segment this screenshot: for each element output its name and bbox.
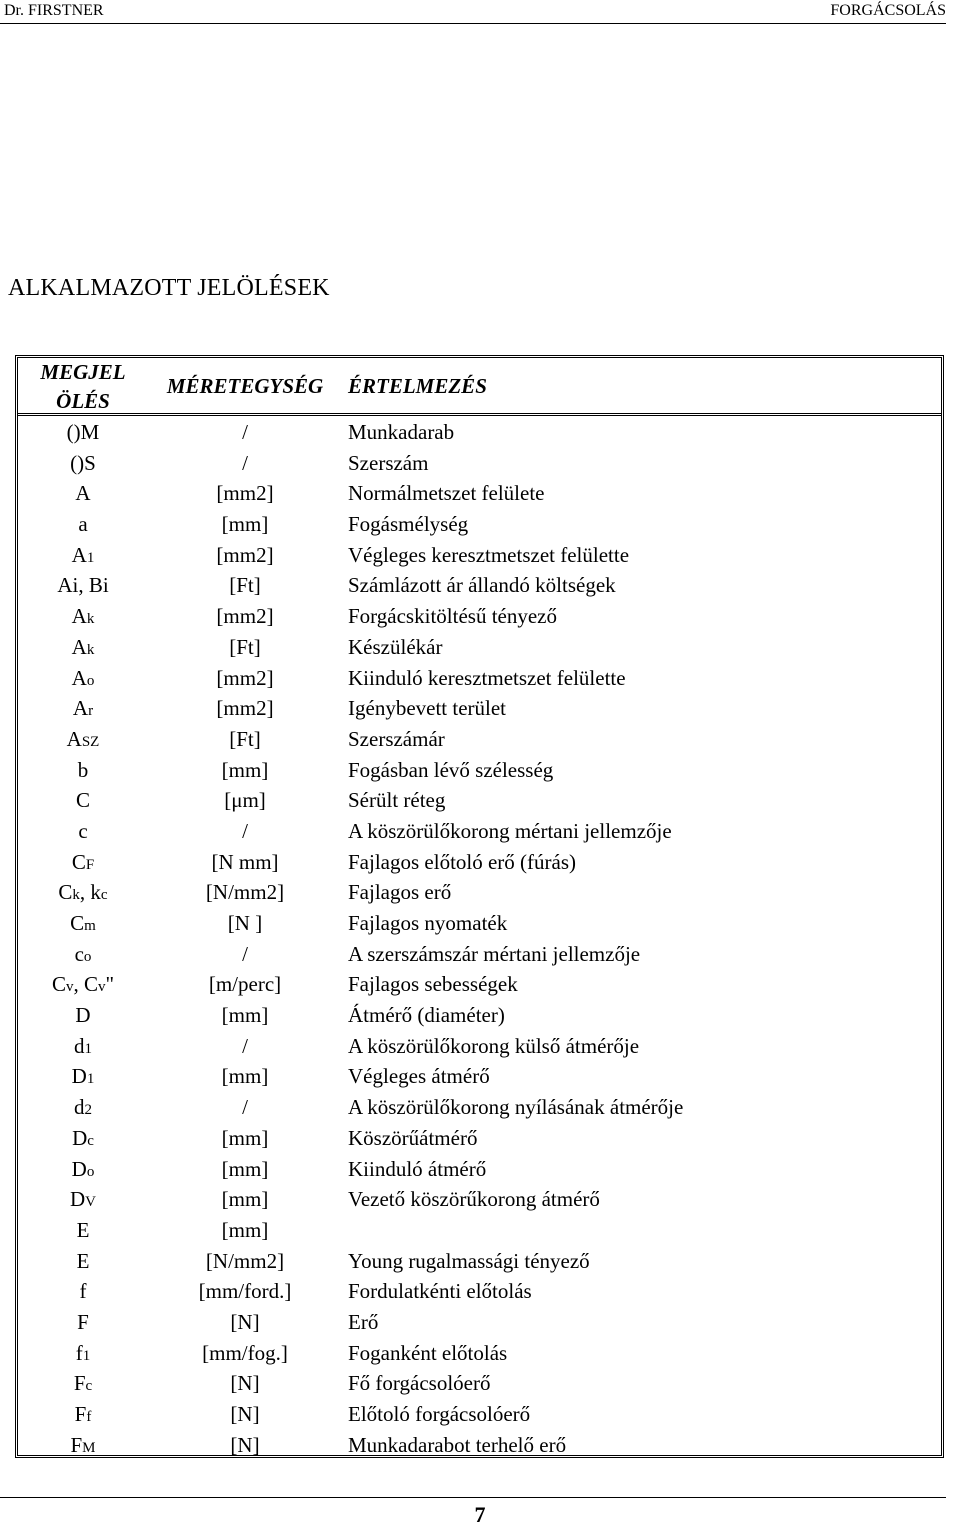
meaning-cell: Foganként előtolás xyxy=(348,1340,508,1365)
unit-cell: / xyxy=(242,450,248,475)
symbol-cell xyxy=(22,632,144,665)
table-row xyxy=(18,478,941,509)
symbol-cell xyxy=(22,1123,144,1156)
table-row xyxy=(18,1184,941,1215)
unit-cell: [Ft] xyxy=(229,726,261,751)
meaning-cell: A köszörülőkorong mértani jellemzője xyxy=(348,818,672,843)
symbol-text: A xyxy=(71,634,87,659)
symbol-subscript: f xyxy=(86,1409,92,1425)
unit-cell: [N ] xyxy=(227,911,263,935)
symbol-text: A xyxy=(72,696,89,721)
symbol-text: Ai, Bi xyxy=(57,573,109,598)
table-row xyxy=(18,816,941,847)
meaning-cell: Fogásban lévő szélesség xyxy=(348,757,554,782)
symbol-text: d xyxy=(74,1033,85,1058)
symbol-cell xyxy=(22,1276,144,1306)
symbol-subscript: 1 xyxy=(86,549,95,566)
table-row xyxy=(18,693,941,724)
table-row xyxy=(18,1276,941,1307)
meaning-cell: Előtoló forgácsolóerő xyxy=(348,1402,531,1426)
symbol-cell xyxy=(22,570,144,600)
symbol-cell xyxy=(22,908,144,941)
meaning-cell: A köszörülőkorong nyílásának átmérője xyxy=(348,1095,684,1120)
symbol-cell xyxy=(22,785,144,815)
symbol-subscript: c xyxy=(100,887,108,904)
symbol-text: c xyxy=(78,818,88,843)
unit-cell: [Ft] xyxy=(229,573,261,598)
symbol-cell xyxy=(22,1338,144,1371)
symbol-text: ()M xyxy=(66,420,100,444)
table-row xyxy=(18,509,941,540)
table-row xyxy=(18,1154,941,1185)
table-row xyxy=(18,1399,941,1430)
table-row xyxy=(18,1092,941,1123)
table-row xyxy=(18,1307,941,1338)
meaning-cell: Köszörűátmérő xyxy=(348,1125,478,1150)
symbol-text: ()S xyxy=(70,450,96,475)
symbol-subscript: o xyxy=(86,672,95,689)
meaning-cell: Munkadarab xyxy=(348,420,455,444)
unit-cell: / xyxy=(242,941,248,966)
symbol-subscript: k xyxy=(72,887,80,904)
meaning-cell: Fordulatkénti előtolás xyxy=(348,1279,532,1304)
unit-cell: [mm] xyxy=(221,757,269,782)
symbol-cell xyxy=(22,1399,144,1432)
unit-cell: [mm/ford.] xyxy=(198,1279,292,1304)
symbol-cell xyxy=(22,1246,144,1276)
symbol-subscript: r xyxy=(88,703,94,720)
unit-cell: [m/perc] xyxy=(208,972,282,997)
table-body xyxy=(18,417,941,1460)
table-row xyxy=(18,755,941,786)
unit-cell: [mm2] xyxy=(216,696,274,721)
symbol-cell xyxy=(22,417,144,447)
meaning-cell: A köszörülőkorong külső átmérője xyxy=(348,1033,640,1058)
symbol-text: " xyxy=(105,972,115,997)
unit-cell: / xyxy=(242,818,248,843)
symbol-text: a xyxy=(78,512,88,537)
table-row xyxy=(18,1031,941,1062)
unit-cell: [mm] xyxy=(221,1156,269,1181)
symbol-cell xyxy=(22,1031,144,1064)
symbol-text: A xyxy=(71,604,87,629)
symbol-cell xyxy=(22,1430,144,1463)
unit-cell: [mm] xyxy=(221,1003,269,1028)
notation-table xyxy=(15,355,944,1458)
table-row xyxy=(18,1123,941,1154)
symbol-text: D xyxy=(72,1125,88,1150)
meaning-cell: Normálmetszet felülete xyxy=(348,481,545,506)
symbol-text: C xyxy=(75,788,90,813)
meaning-cell: Szerszám xyxy=(348,450,429,475)
symbol-text: F xyxy=(77,1309,89,1334)
symbol-cell xyxy=(22,663,144,696)
meaning-cell: Fajlagos nyomaték xyxy=(348,911,508,935)
table-row xyxy=(18,601,941,632)
symbol-cell xyxy=(22,847,144,880)
table-row xyxy=(18,1430,941,1461)
meaning-cell: Fő forgácsolóerő xyxy=(348,1371,491,1396)
meaning-cell: Igénybevett terület xyxy=(348,696,507,721)
symbol-cell xyxy=(22,1368,144,1401)
symbol-text: F xyxy=(70,1432,83,1457)
page-number: 7 xyxy=(474,1502,486,1527)
table-row xyxy=(18,785,941,816)
symbol-cell xyxy=(22,939,144,972)
symbol-subscript: m xyxy=(84,918,96,934)
symbol-cell xyxy=(22,755,144,785)
table-row xyxy=(18,908,941,939)
symbol-cell xyxy=(22,601,144,634)
symbol-cell xyxy=(22,724,144,757)
symbol-subscript: c xyxy=(87,1132,94,1149)
table-row xyxy=(18,663,941,694)
meaning-cell: Sérült réteg xyxy=(348,788,446,813)
symbol-cell xyxy=(22,1215,144,1245)
symbol-text: , C xyxy=(73,972,98,997)
symbol-text: F xyxy=(74,1402,87,1426)
unit-cell: [mm] xyxy=(221,1187,269,1212)
meaning-cell: Erő xyxy=(348,1309,379,1334)
meaning-cell: Kiinduló átmérő xyxy=(348,1156,487,1181)
symbol-text: d xyxy=(74,1095,85,1120)
symbol-subscript: o xyxy=(83,948,92,965)
symbol-text: c xyxy=(74,941,84,966)
symbol-text: b xyxy=(77,757,89,782)
unit-cell: [N] xyxy=(230,1402,260,1426)
symbol-cell xyxy=(22,969,144,1002)
table-row xyxy=(18,448,941,479)
meaning-cell: Fajlagos erő xyxy=(348,880,452,905)
unit-cell: [N] xyxy=(230,1371,260,1396)
table-row xyxy=(18,1061,941,1092)
unit-cell: / xyxy=(242,1033,248,1058)
unit-cell: [mm] xyxy=(221,512,269,537)
symbol-text: f xyxy=(79,1279,87,1304)
table-row xyxy=(18,540,941,571)
table-row xyxy=(18,1338,941,1369)
table-row xyxy=(18,1000,941,1031)
symbol-text: D xyxy=(71,1064,87,1089)
header-rule xyxy=(0,23,946,24)
symbol-subscript: SZ xyxy=(81,733,100,750)
table-row xyxy=(18,877,941,908)
meaning-cell: Fajlagos előtoló erő (fúrás) xyxy=(348,849,577,874)
meaning-cell: Forgácskitöltésű tényező xyxy=(348,604,557,629)
header-symbol-line2: ÖLÉS xyxy=(56,389,110,413)
symbol-text: f xyxy=(75,1340,83,1365)
symbol-cell xyxy=(22,1307,144,1337)
symbol-subscript: 1 xyxy=(82,1347,91,1364)
symbol-subscript: k xyxy=(86,611,95,628)
symbol-text: F xyxy=(73,1371,86,1396)
meaning-cell: Szerszámár xyxy=(348,726,445,751)
meaning-cell: Young rugalmassági tényező xyxy=(348,1248,590,1273)
table-row xyxy=(18,417,941,448)
unit-cell: [mm2] xyxy=(216,665,274,690)
unit-cell: [N/mm2] xyxy=(205,1248,285,1273)
meaning-cell: A szerszámszár mértani jellemzője xyxy=(348,941,641,966)
symbol-text: D xyxy=(69,1187,86,1212)
symbol-text: A xyxy=(75,481,91,506)
table-row xyxy=(18,724,941,755)
symbol-subscript: k xyxy=(86,641,95,658)
unit-cell: / xyxy=(242,420,248,444)
header-divider xyxy=(18,413,941,416)
unit-cell: [mm2] xyxy=(216,481,274,506)
symbol-text: E xyxy=(76,1248,90,1273)
symbol-text: D xyxy=(71,1156,87,1181)
symbol-cell xyxy=(22,478,144,508)
unit-cell: [N] xyxy=(230,1432,260,1457)
unit-cell: [mm] xyxy=(221,1217,269,1242)
symbol-subscript: v xyxy=(65,979,74,996)
symbol-text: C xyxy=(71,849,86,874)
symbol-text: C xyxy=(70,911,85,935)
symbol-text: A xyxy=(71,542,87,567)
symbol-cell xyxy=(22,448,144,478)
symbol-cell xyxy=(22,1000,144,1030)
symbol-text: D xyxy=(75,1003,91,1028)
section-title: ALKALMAZOTT JELÖLÉSEK xyxy=(8,275,330,301)
unit-cell: [mm] xyxy=(221,1064,269,1089)
header-symbol-line1: MEGJEL xyxy=(40,360,126,384)
symbol-cell xyxy=(22,1092,144,1125)
symbol-text: A xyxy=(71,665,87,690)
header-unit: MÉRETEGYSÉG xyxy=(166,374,324,398)
unit-cell: [mm] xyxy=(221,1125,269,1150)
symbol-subscript: v xyxy=(97,979,106,996)
symbol-cell xyxy=(22,816,144,846)
meaning-cell: Végleges keresztmetszet felülette xyxy=(348,542,630,567)
symbol-subscript: 1 xyxy=(86,1071,95,1088)
symbol-cell xyxy=(22,540,144,573)
symbol-subscript: V xyxy=(85,1194,96,1211)
symbol-cell xyxy=(22,1061,144,1094)
meaning-cell: Átmérő (diaméter) xyxy=(348,1003,505,1028)
table-row xyxy=(18,632,941,663)
unit-cell: [mm2] xyxy=(216,604,274,629)
symbol-subscript: F xyxy=(85,856,95,873)
symbol-text: , k xyxy=(79,880,101,905)
table-row xyxy=(18,1246,941,1277)
table-row xyxy=(18,847,941,878)
footer-rule xyxy=(0,1497,946,1498)
unit-cell: [mm/fog.] xyxy=(202,1340,288,1365)
unit-cell: [N] xyxy=(230,1309,260,1334)
table-header-row xyxy=(18,358,941,415)
symbol-cell xyxy=(22,509,144,539)
unit-cell: [μm] xyxy=(224,788,266,813)
symbol-cell xyxy=(22,1184,144,1217)
symbol-cell xyxy=(22,693,144,726)
table-row xyxy=(18,939,941,970)
meaning-cell: Fogásmélység xyxy=(348,512,469,537)
table-row xyxy=(18,570,941,601)
header-subject: FORGÁCSOLÁS xyxy=(830,2,946,19)
symbol-text: C xyxy=(58,880,73,905)
meaning-cell: Vezető köszörűkorong átmérő xyxy=(348,1187,600,1212)
unit-cell: [N/mm2] xyxy=(205,880,285,905)
meaning-cell: Munkadarabot terhelő erő xyxy=(348,1432,567,1457)
meaning-cell: Fajlagos sebességek xyxy=(348,972,518,997)
table-row xyxy=(18,1368,941,1399)
table-row xyxy=(18,1215,941,1246)
meaning-cell: Kiinduló keresztmetszet felülette xyxy=(348,665,626,690)
symbol-subscript: 1 xyxy=(84,1040,92,1057)
symbol-subscript: c xyxy=(85,1378,93,1395)
symbol-text: C xyxy=(51,972,66,997)
unit-cell: [Ft] xyxy=(229,634,261,659)
unit-cell: / xyxy=(242,1095,248,1120)
symbol-subscript: o xyxy=(86,1163,95,1180)
symbol-subscript: M xyxy=(82,1439,96,1456)
header-author: Dr. FIRSTNER xyxy=(4,2,104,19)
table-row xyxy=(18,969,941,1000)
symbol-cell xyxy=(22,1154,144,1187)
meaning-cell: Számlázott ár állandó költségek xyxy=(348,573,616,598)
symbol-cell xyxy=(22,877,144,910)
symbol-text: E xyxy=(76,1217,90,1242)
symbol-text: A xyxy=(66,726,82,751)
header-meaning: ÉRTELMEZÉS xyxy=(348,374,487,398)
meaning-cell: Készülékár xyxy=(348,634,443,659)
unit-cell: [N mm] xyxy=(211,849,279,874)
header-symbol xyxy=(22,358,144,416)
unit-cell: [mm2] xyxy=(216,542,274,567)
meaning-cell: Végleges átmérő xyxy=(348,1064,490,1089)
symbol-subscript: 2 xyxy=(84,1102,92,1119)
